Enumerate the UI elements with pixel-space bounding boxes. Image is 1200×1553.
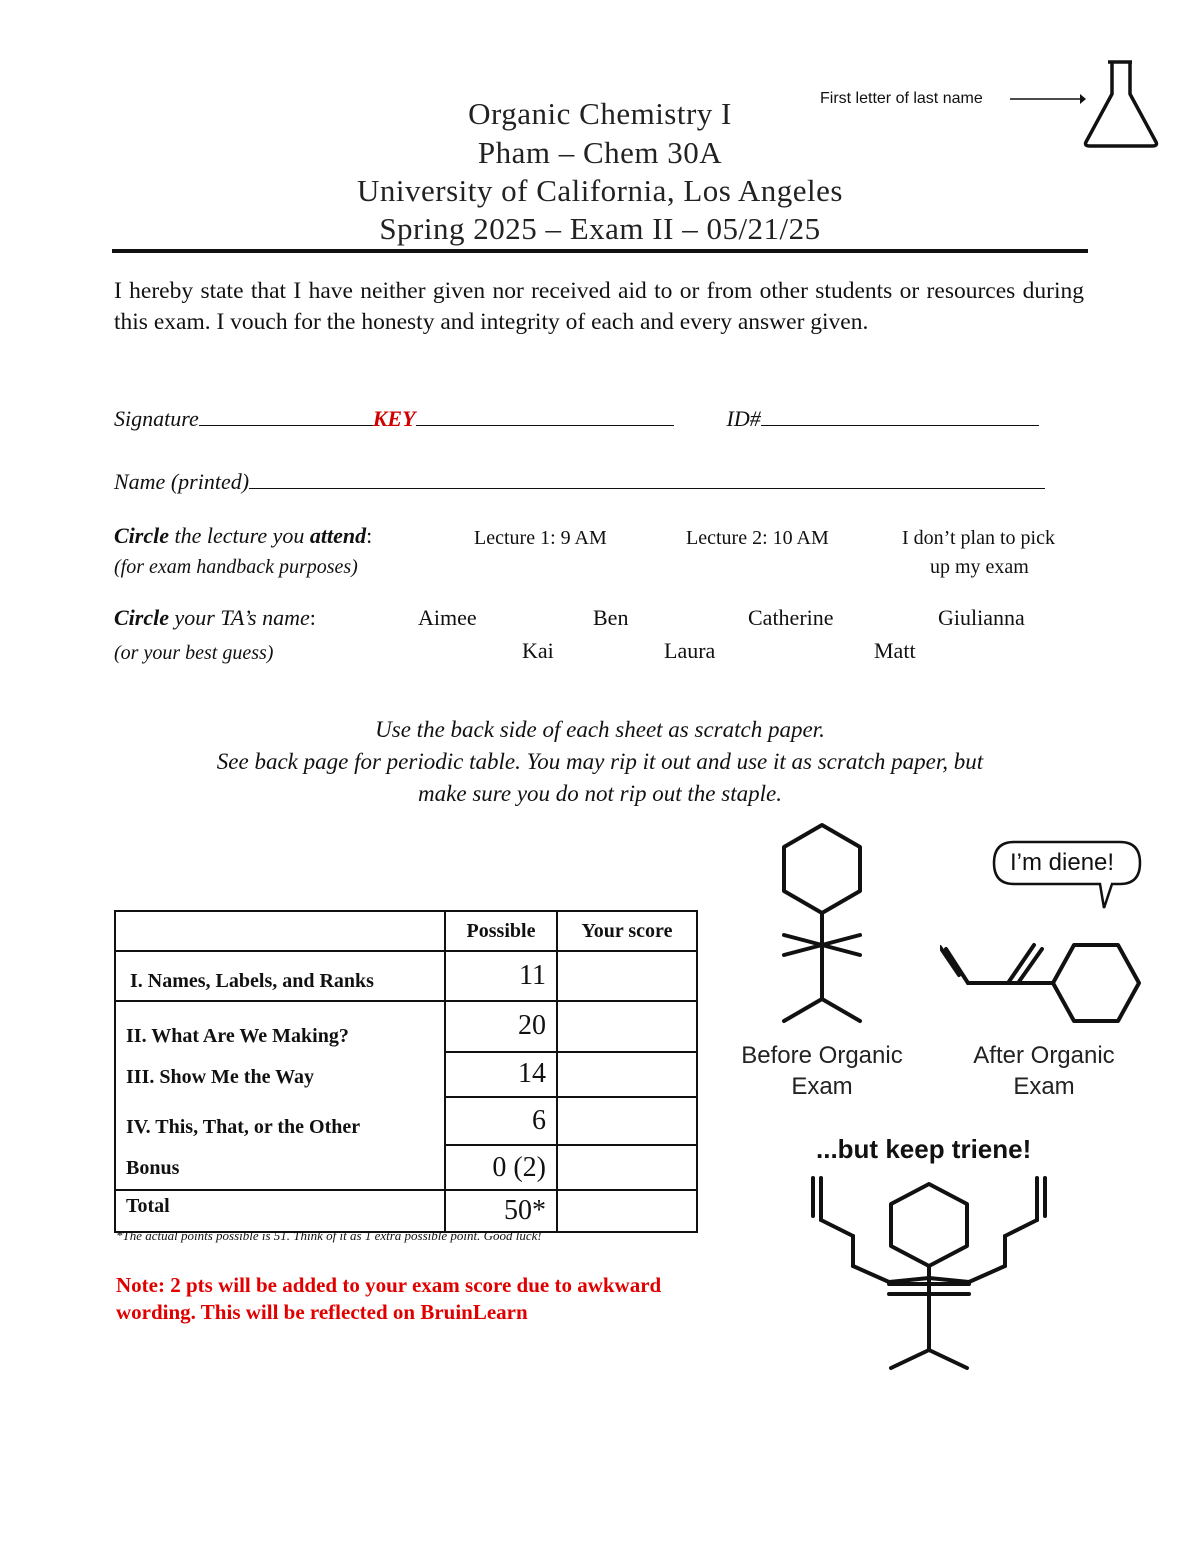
lecture-prompt: Circle the lecture you attend: [114, 523, 373, 548]
name-row [114, 468, 1094, 495]
table-row-section: I. Names, Labels, and Ranks [115, 951, 445, 1001]
lecture-subtext: (for exam handback purposes) [114, 556, 358, 578]
instruction-line-1: Use the back side of each sheet as scratch paper. [375, 717, 825, 742]
instruction-line-3: make sure you do not rip out the staple. [418, 781, 782, 806]
speech-bubble-text: I’m diene! [1010, 849, 1115, 876]
table-total-score[interactable] [557, 1190, 697, 1232]
grading-note: Note: 2 pts will be added to your exam score due to awkward wording. This will be reflected on BruinLearn [116, 1273, 662, 1324]
lecture-option-2[interactable]: Lecture 2: 10 AM [686, 527, 829, 549]
course-code: Pham – Chem 30A [477, 135, 723, 170]
instruction-line-2: See back page for periodic table. You may rip it out and use it as scratch paper, but [216, 749, 984, 774]
honesty-statement: I hereby state that I have neither given nor received aid to or from other students or resources during this exam. I vouch for the honesty and integrity of each and every answer given. [114, 278, 1084, 335]
ta-name-6[interactable]: Laura [664, 638, 716, 663]
table-row-score[interactable] [557, 1097, 697, 1146]
after-figure-drawing [940, 935, 1150, 1030]
table-header-score: Your score [557, 911, 697, 951]
table-row-score[interactable] [557, 1001, 697, 1052]
table-row-possible: 14 [445, 1052, 557, 1097]
ta-name-2[interactable]: Ben [593, 605, 629, 630]
lecture-option-3-cont: up my exam [930, 556, 1029, 578]
ta-prompt: Circle your TA’s name: [114, 605, 316, 630]
table-total-possible: 50* [445, 1190, 557, 1232]
table-header-blank [115, 911, 445, 951]
table-row-score[interactable] [557, 1052, 697, 1097]
table-row-score[interactable] [557, 951, 697, 1001]
ta-name-4[interactable]: Giulianna [938, 605, 1025, 630]
name-field[interactable] [249, 468, 1045, 489]
signature-label: Signature [114, 406, 199, 431]
university-name: University of California, Los Angeles [357, 173, 843, 208]
table-row-possible: 0 (2) [445, 1145, 557, 1190]
score-table [114, 910, 698, 1233]
ta-name-1[interactable]: Aimee [418, 605, 477, 630]
before-caption: Before Organic Exam [741, 1042, 903, 1100]
table-row-possible: 20 [445, 1001, 557, 1052]
lecture-option-3[interactable]: I don’t plan to pick [902, 527, 1055, 549]
table-row-possible: 6 [445, 1097, 557, 1146]
ta-name-7[interactable]: Matt [874, 638, 916, 663]
signature-value[interactable]: KEY [372, 406, 416, 431]
table-header-possible: Possible [445, 911, 557, 951]
id-label: ID# [726, 406, 761, 431]
header-rule [112, 249, 1088, 253]
before-figure-drawing [770, 815, 880, 1030]
lecture-option-1[interactable]: Lecture 1: 9 AM [474, 527, 607, 549]
ta-name-3[interactable]: Catherine [748, 605, 834, 630]
table-row-sections: II. What Are We Making? III. Show Me the Way IV. This, That, or the Other Bonus [115, 1001, 445, 1190]
triene-caption: ...but keep triene! [816, 1134, 1032, 1164]
signature-row [114, 405, 1094, 432]
table-row-score[interactable] [557, 1145, 697, 1190]
after-caption: After Organic Exam [973, 1042, 1115, 1100]
ta-subtext: (or your best guess) [114, 642, 274, 664]
table-row-possible: 11 [445, 951, 557, 1001]
arrow-right-icon [1010, 91, 1086, 107]
name-label: Name (printed) [114, 469, 250, 494]
triene-figure-drawing [805, 1170, 1055, 1375]
flask-icon [1082, 58, 1162, 150]
course-title: Organic Chemistry I [468, 96, 732, 131]
flask-label: First letter of last name [820, 90, 983, 107]
ta-name-5[interactable]: Kai [522, 638, 554, 663]
table-total-label: Total [115, 1190, 445, 1232]
table-footnote: *The actual points possible is 51. Think of it as 1 extra possible point. Good luck! [116, 1228, 542, 1243]
exam-title: Spring 2025 – Exam II – 05/21/25 [379, 211, 821, 246]
id-field[interactable] [761, 405, 1039, 426]
